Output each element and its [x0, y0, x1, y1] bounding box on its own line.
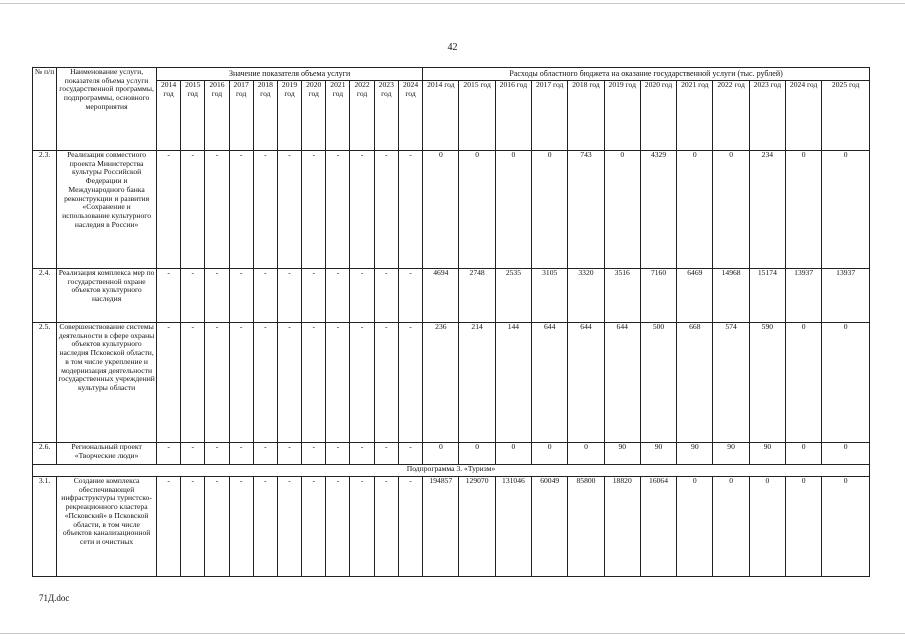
- indicator-value: -: [205, 151, 229, 269]
- indicator-value: -: [302, 151, 326, 269]
- row-number: 2.5.: [33, 323, 57, 443]
- expense-value: 0: [822, 151, 870, 269]
- expense-value: 0: [822, 323, 870, 443]
- header-expense-year: 2022 год: [713, 81, 749, 151]
- indicator-value: -: [326, 443, 350, 465]
- indicator-value: -: [253, 269, 277, 323]
- indicator-value: -: [302, 443, 326, 465]
- expense-value: 18820: [604, 477, 640, 577]
- expense-value: 0: [749, 477, 785, 577]
- header-indicator-year: 2016 год: [205, 81, 229, 151]
- indicator-value: -: [156, 443, 180, 465]
- indicator-value: -: [277, 269, 301, 323]
- expense-value: 0: [604, 151, 640, 269]
- header-expense-year: 2019 год: [604, 81, 640, 151]
- indicator-value: -: [205, 443, 229, 465]
- indicator-value: -: [374, 443, 398, 465]
- expense-value: 0: [713, 151, 749, 269]
- row-name: Совершенствование системы деятельности в сфере охраны объектов культурного наследия Псковской области, в том числе укрепление и модернизация деятельности государственных учреждений культуры области: [57, 323, 157, 443]
- expense-value: 194857: [423, 477, 459, 577]
- row-number: 2.6.: [33, 443, 57, 465]
- indicator-value: -: [181, 477, 205, 577]
- header-indicator-year: 2023 год: [374, 81, 398, 151]
- header-indicator-year: 2018 год: [253, 81, 277, 151]
- indicator-value: -: [277, 443, 301, 465]
- expense-value: 0: [423, 443, 459, 465]
- indicator-value: -: [156, 269, 180, 323]
- header-expense-year: 2020 год: [640, 81, 676, 151]
- indicator-value: -: [229, 151, 253, 269]
- expense-value: 144: [495, 323, 531, 443]
- expense-value: 0: [822, 477, 870, 577]
- header-expense-year: 2015 год: [459, 81, 495, 151]
- table-row: [33, 477, 870, 577]
- header-num: № п/п: [33, 68, 57, 151]
- row-number: 2.4.: [33, 269, 57, 323]
- indicator-value: -: [181, 151, 205, 269]
- expense-value: 90: [749, 443, 785, 465]
- indicator-value: -: [350, 477, 374, 577]
- expense-value: 90: [640, 443, 676, 465]
- indicator-value: -: [374, 477, 398, 577]
- expense-value: 7160: [640, 269, 676, 323]
- indicator-value: -: [253, 443, 277, 465]
- expense-value: 0: [677, 151, 713, 269]
- indicator-value: -: [374, 151, 398, 269]
- header-expense-year: 2017 год: [532, 81, 568, 151]
- indicator-value: -: [156, 151, 180, 269]
- expense-value: 0: [713, 477, 749, 577]
- expense-value: 0: [459, 443, 495, 465]
- indicator-value: -: [326, 323, 350, 443]
- header-indicator-year: 2020 год: [302, 81, 326, 151]
- expense-value: 6469: [677, 269, 713, 323]
- document-filename: 71Д.doc: [39, 593, 70, 603]
- indicator-value: -: [253, 323, 277, 443]
- expense-value: 0: [459, 151, 495, 269]
- indicator-value: -: [229, 443, 253, 465]
- expense-value: 2748: [459, 269, 495, 323]
- subprogram-row: [33, 465, 870, 477]
- row-name: Реализация комплекса мер по государственной охране объектов культурного наследия: [57, 269, 157, 323]
- indicator-value: -: [156, 323, 180, 443]
- expense-value: 743: [568, 151, 604, 269]
- expense-value: 15174: [749, 269, 785, 323]
- header-indicator-year: 2022 год: [350, 81, 374, 151]
- header-expense-year: 2021 год: [677, 81, 713, 151]
- header-indicator-year: 2014 год: [156, 81, 180, 151]
- header-indicator-year: 2021 год: [326, 81, 350, 151]
- expense-value: 85800: [568, 477, 604, 577]
- indicator-value: -: [302, 477, 326, 577]
- expense-value: 574: [713, 323, 749, 443]
- indicator-value: -: [398, 151, 422, 269]
- expense-value: 4329: [640, 151, 676, 269]
- table-row: [33, 323, 870, 443]
- header-indicator-year: 2015 год: [181, 81, 205, 151]
- expense-value: 129070: [459, 477, 495, 577]
- expense-value: 131046: [495, 477, 531, 577]
- indicator-value: -: [326, 269, 350, 323]
- table-row: [33, 151, 870, 269]
- row-name: Реализация совместного проекта Министерства культуры Российской Федерации и Международного банка реконструкции и развития «Сохранение и использование культурного наследия в России»: [57, 151, 157, 269]
- subprogram-title: Подпрограмма 3. «Туризм»: [33, 465, 870, 477]
- indicator-value: -: [350, 269, 374, 323]
- expense-value: 590: [749, 323, 785, 443]
- expense-value: 3516: [604, 269, 640, 323]
- header-name: Наименование услуги, показателя объема услуги государственной программы, подпрограммы, основного мероприятия: [57, 68, 157, 151]
- expense-value: 14968: [713, 269, 749, 323]
- header-indicator-group: Значение показателя объема услуги: [156, 68, 422, 81]
- expense-value: 13937: [786, 269, 822, 323]
- expense-value: 0: [786, 151, 822, 269]
- indicator-value: -: [350, 323, 374, 443]
- header-expense-year: 2024 год: [786, 81, 822, 151]
- indicator-value: -: [229, 323, 253, 443]
- indicator-value: -: [277, 323, 301, 443]
- indicator-value: -: [302, 269, 326, 323]
- expense-value: 0: [786, 443, 822, 465]
- header-expense-year: 2023 год: [749, 81, 785, 151]
- expense-value: 0: [822, 443, 870, 465]
- expense-value: 0: [495, 443, 531, 465]
- row-number: 3.1.: [33, 477, 57, 577]
- expense-value: 90: [604, 443, 640, 465]
- header-indicator-year: 2024 год: [398, 81, 422, 151]
- row-name: Региональный проект «Творческие люди»: [57, 443, 157, 465]
- expense-value: 13937: [822, 269, 870, 323]
- scan-edge-top: [0, 3, 905, 4]
- indicator-value: -: [398, 323, 422, 443]
- row-name: Создание комплекса обеспечивающей инфраструктуры туристско-рекреационного кластера «Псковский» в Псковской области, в том числе объектов канализационной сети и очистных: [57, 477, 157, 577]
- expense-value: 60049: [532, 477, 568, 577]
- indicator-value: -: [277, 477, 301, 577]
- indicator-value: -: [326, 477, 350, 577]
- expense-value: 0: [532, 443, 568, 465]
- budget-table: [32, 67, 870, 577]
- expense-value: 90: [677, 443, 713, 465]
- expense-value: 234: [749, 151, 785, 269]
- indicator-value: -: [253, 151, 277, 269]
- indicator-value: -: [156, 477, 180, 577]
- expense-value: 500: [640, 323, 676, 443]
- expense-value: 0: [786, 323, 822, 443]
- indicator-value: -: [229, 477, 253, 577]
- header-indicator-year: 2019 год: [277, 81, 301, 151]
- expense-value: 644: [532, 323, 568, 443]
- indicator-value: -: [398, 477, 422, 577]
- header-expense-year: 2014 год: [423, 81, 459, 151]
- expense-value: 90: [713, 443, 749, 465]
- expense-value: 644: [604, 323, 640, 443]
- table-row: [33, 269, 870, 323]
- indicator-value: -: [277, 151, 301, 269]
- expense-value: 0: [495, 151, 531, 269]
- indicator-value: -: [181, 269, 205, 323]
- expense-value: 0: [677, 477, 713, 577]
- indicator-value: -: [326, 151, 350, 269]
- indicator-value: -: [374, 269, 398, 323]
- expense-value: 3105: [532, 269, 568, 323]
- indicator-value: -: [181, 443, 205, 465]
- page-number: 42: [447, 42, 458, 53]
- indicator-value: -: [205, 323, 229, 443]
- indicator-value: -: [181, 323, 205, 443]
- expense-value: 0: [786, 477, 822, 577]
- expense-value: 0: [568, 443, 604, 465]
- header-expense-year: 2016 год: [495, 81, 531, 151]
- expense-value: 668: [677, 323, 713, 443]
- expense-value: 0: [532, 151, 568, 269]
- indicator-value: -: [398, 443, 422, 465]
- expense-value: 214: [459, 323, 495, 443]
- expense-value: 644: [568, 323, 604, 443]
- row-number: 2.3.: [33, 151, 57, 269]
- header-expense-year: 2018 год: [568, 81, 604, 151]
- expense-value: 0: [423, 151, 459, 269]
- expense-value: 4694: [423, 269, 459, 323]
- expense-value: 236: [423, 323, 459, 443]
- indicator-value: -: [350, 443, 374, 465]
- indicator-value: -: [229, 269, 253, 323]
- indicator-value: -: [205, 269, 229, 323]
- indicator-value: -: [205, 477, 229, 577]
- scan-edge-bottom: [0, 633, 905, 634]
- expense-value: 3320: [568, 269, 604, 323]
- expense-value: 2535: [495, 269, 531, 323]
- indicator-value: -: [374, 323, 398, 443]
- table-row: [33, 443, 870, 465]
- header-expense-group: Расходы областного бюджета на оказание государственной услуги (тыс. рублей): [423, 68, 870, 81]
- header-expense-year: 2025 год: [822, 81, 870, 151]
- indicator-value: -: [302, 323, 326, 443]
- indicator-value: -: [253, 477, 277, 577]
- indicator-value: -: [350, 151, 374, 269]
- indicator-value: -: [398, 269, 422, 323]
- header-indicator-year: 2017 год: [229, 81, 253, 151]
- expense-value: 16064: [640, 477, 676, 577]
